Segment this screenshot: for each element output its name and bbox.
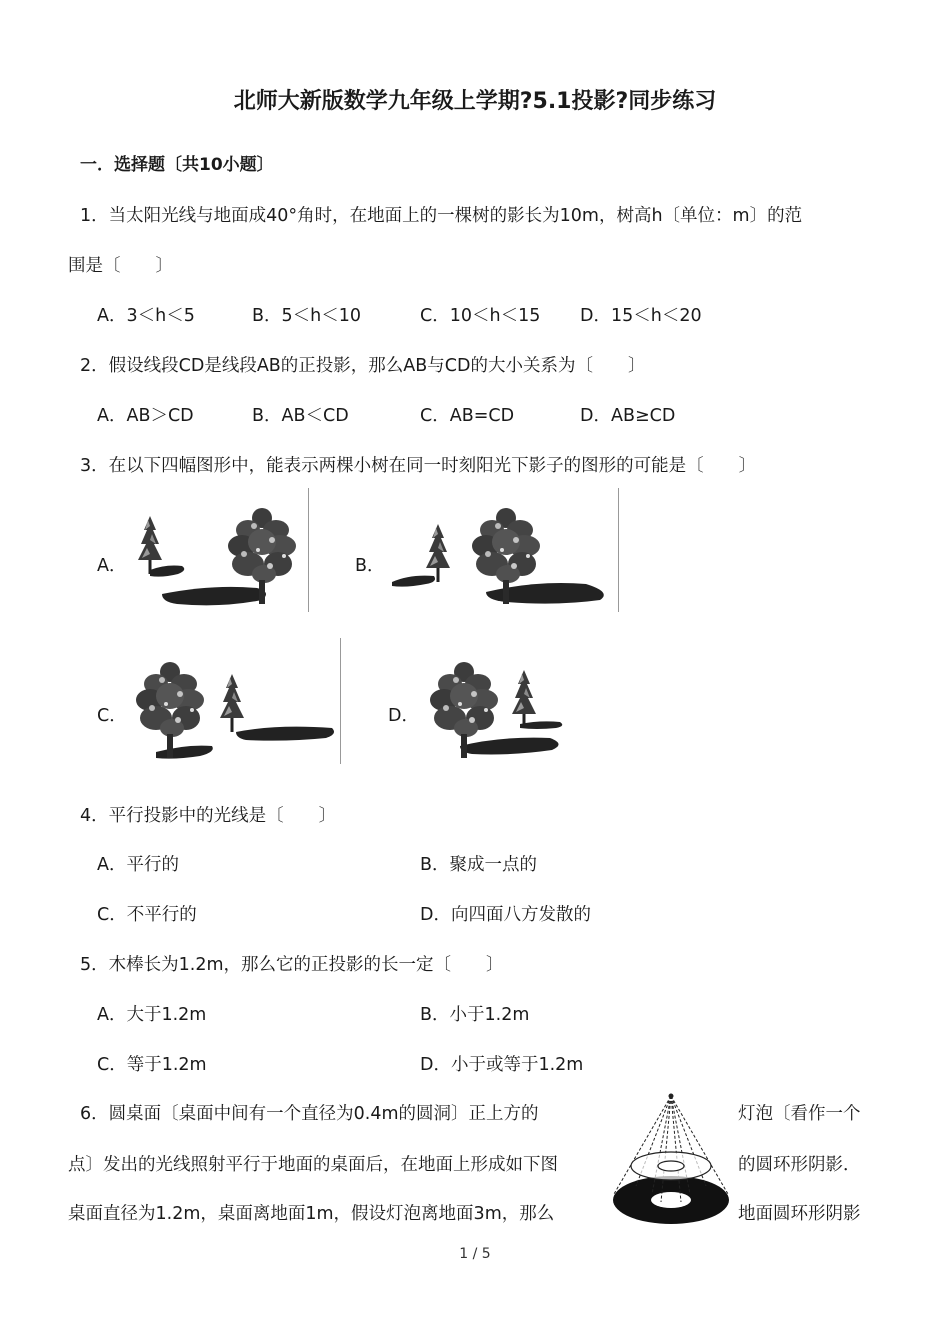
question-1-line-2: 围是〔 〕 xyxy=(68,256,173,276)
question-3-option-d[interactable]: D． xyxy=(388,706,419,726)
page-title: 北师大新版数学九年级上学期?5.1投影?同步练习 xyxy=(233,89,717,114)
question-4-option-d[interactable]: D．向四面八方发散的 xyxy=(420,905,591,925)
question-1-option-b[interactable]: B．5＜h＜10 xyxy=(252,306,361,326)
question-6-line-3-right: 地面圆环形阴影 xyxy=(738,1204,861,1224)
question-2-option-b[interactable]: B．AB＜CD xyxy=(252,406,349,426)
question-3-option-b[interactable]: B． xyxy=(355,556,385,576)
question-1-line-1: 1．当太阳光线与地面成40°角时，在地面上的一棵树的影长为10m，树高h〔单位：m〕的范 xyxy=(80,206,803,226)
question-4-option-a[interactable]: A．平行的 xyxy=(97,855,179,875)
question-5-text: 5．木棒长为1.2m，那么它的正投影的长一定〔 〕 xyxy=(80,955,504,975)
question-1-option-a[interactable]: A．3＜h＜5 xyxy=(97,306,195,326)
tree-shadow-figure-c xyxy=(126,638,342,764)
section-heading: 一．选择题〔共10小题〕 xyxy=(80,155,274,175)
question-6-line-1-left: 6．圆桌面〔桌面中间有一个直径为0.4m的圆洞〕正上方的 xyxy=(80,1104,539,1124)
tree-shadow-figure-b xyxy=(386,488,620,612)
question-6-line-3-left: 桌面直径为1.2m，桌面离地面1m，假设灯泡离地面3m，那么 xyxy=(68,1204,555,1224)
question-6-line-1-right: 灯泡〔看作一个 xyxy=(738,1104,861,1124)
question-1-option-c[interactable]: C．10＜h＜15 xyxy=(420,306,541,326)
question-2-option-a[interactable]: A．AB＞CD xyxy=(97,406,194,426)
lamp-ring-shadow-figure xyxy=(606,1090,736,1230)
question-5-option-c[interactable]: C．等于1.2m xyxy=(97,1055,207,1075)
question-4-option-c[interactable]: C．不平行的 xyxy=(97,905,197,925)
question-3-option-a[interactable]: A． xyxy=(97,556,127,576)
question-3-text: 3．在以下四幅图形中，能表示两棵小树在同一时刻阳光下影子的图形的可能是〔 〕 xyxy=(80,456,757,476)
question-6-line-2-right: 的圆环形阴影． xyxy=(738,1155,861,1175)
question-2-option-c[interactable]: C．AB=CD xyxy=(420,406,515,426)
tree-shadow-figure-d xyxy=(420,638,570,764)
question-5-option-b[interactable]: B．小于1.2m xyxy=(420,1005,530,1025)
question-1-option-d[interactable]: D．15＜h＜20 xyxy=(580,306,702,326)
question-2-option-d[interactable]: D．AB≥CD xyxy=(580,406,676,426)
question-6-line-2-left: 点〕发出的光线照射平行于地面的桌面后，在地面上形成如下图 xyxy=(68,1155,558,1175)
question-3-option-c[interactable]: C． xyxy=(97,706,127,726)
question-4-option-b[interactable]: B．聚成一点的 xyxy=(420,855,538,875)
question-4-text: 4．平行投影中的光线是〔 〕 xyxy=(80,806,337,826)
question-5-option-a[interactable]: A．大于1.2m xyxy=(97,1005,207,1025)
tree-shadow-figure-a xyxy=(122,488,310,612)
question-5-option-d[interactable]: D．小于或等于1.2m xyxy=(420,1055,584,1075)
page-number: 1 / 5 xyxy=(459,1246,491,1262)
question-2-text: 2．假设线段CD是线段AB的正投影，那么AB与CD的大小关系为〔 〕 xyxy=(80,356,646,376)
